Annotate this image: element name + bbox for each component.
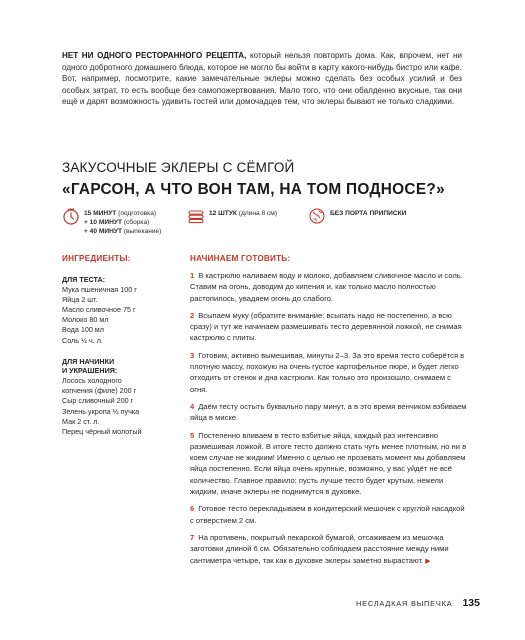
step-number: 6 — [190, 504, 195, 514]
ingredient-item: Яйца 2 шт. — [62, 294, 98, 304]
step-item: 5 Постепенно вливаем в тесто взбитые яйца, каждый раз интенсивно размешивая ложкой. В итоге тесто должно стать чуть менее плотным, но ни в коем случае не жидким! Именно с целью не прозевать момент мы добавляем яйца постепенно. Если яйца очень крупные, возможно, у вас уйдёт не всё количество. Главное правило: пусть лучше тесто будет крутым, нежели жидким, иначе эклеры не поднимутся в духовке. — [190, 430, 467, 497]
intro-lead: НЕТ НИ ОДНОГО РЕСТОРАННОГО РЕЦЕПТА, — [62, 51, 247, 60]
port-text: БЕЗ ПОРТА ПРИПИСКИ — [330, 210, 407, 217]
time-prep: 15 МИНУТ (подготовка) — [84, 210, 157, 217]
ingredient-item: Сыр сливочный 200 г — [62, 396, 134, 406]
filling-title: ДЛЯ НАЧИНКИ И УКРАШЕНИЯ: — [62, 356, 118, 376]
step-item: 7 На противень, покрытый пекарской бумагой, отсаживаем из мешочка заготовки длиной 6 см. Обязательно соблюдаем расстояние между ними сантиметра четыре, так как в духовке эклеры заметно вырастают. ▶ — [190, 532, 449, 565]
step-item: 1 В кастрюлю наливаем воду и молоко, добавляем сливочное масло и соль. Ставим на огонь, доводим до кипения и, как только масло полностью растопилось, увадяем огонь до слабого. — [190, 271, 463, 303]
globe-icon — [308, 207, 326, 225]
clock-icon — [62, 207, 80, 225]
step-item: 6 Готовое тесто перекладываем в кондитерский мешочек с круглой насадкой с отверстием 2 см. — [190, 504, 465, 525]
time-bake: + 40 МИНУТ (выпекание) — [84, 228, 162, 236]
steps-heading: НАЧИНАЕМ ГОТОВИТЬ: — [190, 254, 291, 263]
step-number: 4 — [190, 401, 195, 411]
steps-column — [190, 254, 467, 573]
step-number: 1 — [190, 271, 195, 280]
step-item: 3 Готовим, активно вымешивая, минуты 2–3. За это время тесто соберётся в плотную массу, похожую на очень густое картофельное пюре, и будет легко отходить от стенок и дна кастрюли. Как только это произошло, снимаем с огня. — [190, 350, 465, 394]
servings-text: 12 ШТУК (длина 8 см) — [209, 210, 278, 217]
recipe-title: «ГАРСОН, А ЧТО ВОН ТАМ, НА ТОМ ПОДНОСЕ?» — [62, 181, 445, 198]
page-number: 135 — [462, 597, 480, 609]
meta-port — [308, 207, 406, 225]
meta-time — [62, 207, 161, 237]
step-item: 2 Всыпаем муку (обратите внимание: всыпать надо не постепенно, а всю сразу) и тут же начинаем размешивать тесто деревянной ложкой, не снимая кастрюлю с плиты. — [190, 310, 462, 343]
ingredients-heading: ИНГРЕДИЕНТЫ: — [62, 254, 131, 263]
step-number: 7 — [190, 532, 195, 542]
ingredient-item: Лосось холодного — [62, 376, 122, 385]
ingredient-item: Зелень укропа ½ пучка — [62, 406, 140, 416]
page-footer — [340, 597, 480, 609]
time-assembly: + 10 МИНУТ (сборка) — [84, 219, 150, 227]
step-number: 5 — [190, 430, 195, 440]
ingredient-item: копчения (филе) 200 г — [62, 386, 137, 396]
step-number: 2 — [190, 310, 195, 320]
section-name: НЕСЛАДКАЯ ВЫПЕЧКА — [355, 599, 453, 608]
ingredients-column — [62, 254, 172, 437]
ingredient-item: Мука пшеничная 100 г — [62, 284, 137, 294]
intro-text: который нельзя повторить дома. Как, впрочем, нет ни одного добротного домашнего блюда, которое не могло бы войти в карту какого-нибудь бистро или кафе. Вот, например, посмотрите, какие замечательные эклеры можно сделать без особых усилий и без особых затрат, то есть вообще без самопожертвования. Мало того, что они обалденно вкусные, так они ещё и дарят возможность удивить гостей или домочадцев тем, что эклеры бывают не только сладкими. — [62, 51, 462, 107]
eclairs-icon — [187, 207, 205, 225]
ingredient-item: Перец чёрный молотый — [62, 427, 142, 437]
ingredient-item: Вода 100 мл — [62, 325, 104, 335]
ingredient-item: Мак 2 ст. л. — [62, 416, 100, 426]
ingredient-item: Молоко 80 мл — [62, 315, 109, 325]
recipe-subtitle: ЗАКУСОЧНЫЕ ЭКЛЕРЫ С СЁМГОЙ — [62, 160, 295, 175]
intro-paragraph — [62, 50, 462, 108]
meta-servings — [187, 207, 277, 225]
ingredient-item: Соль ½ ч. л. — [62, 335, 103, 345]
continue-arrow-icon: ▶ — [425, 557, 431, 565]
ingredient-item: Масло сливочное 75 г — [62, 305, 136, 314]
step-number: 3 — [190, 350, 195, 360]
step-item: 4 Даём тесту остыть буквально пару минут, а в это время венчиком взбиваем яйца в миске. — [190, 401, 467, 423]
dough-title: ДЛЯ ТЕСТА: — [62, 275, 106, 284]
